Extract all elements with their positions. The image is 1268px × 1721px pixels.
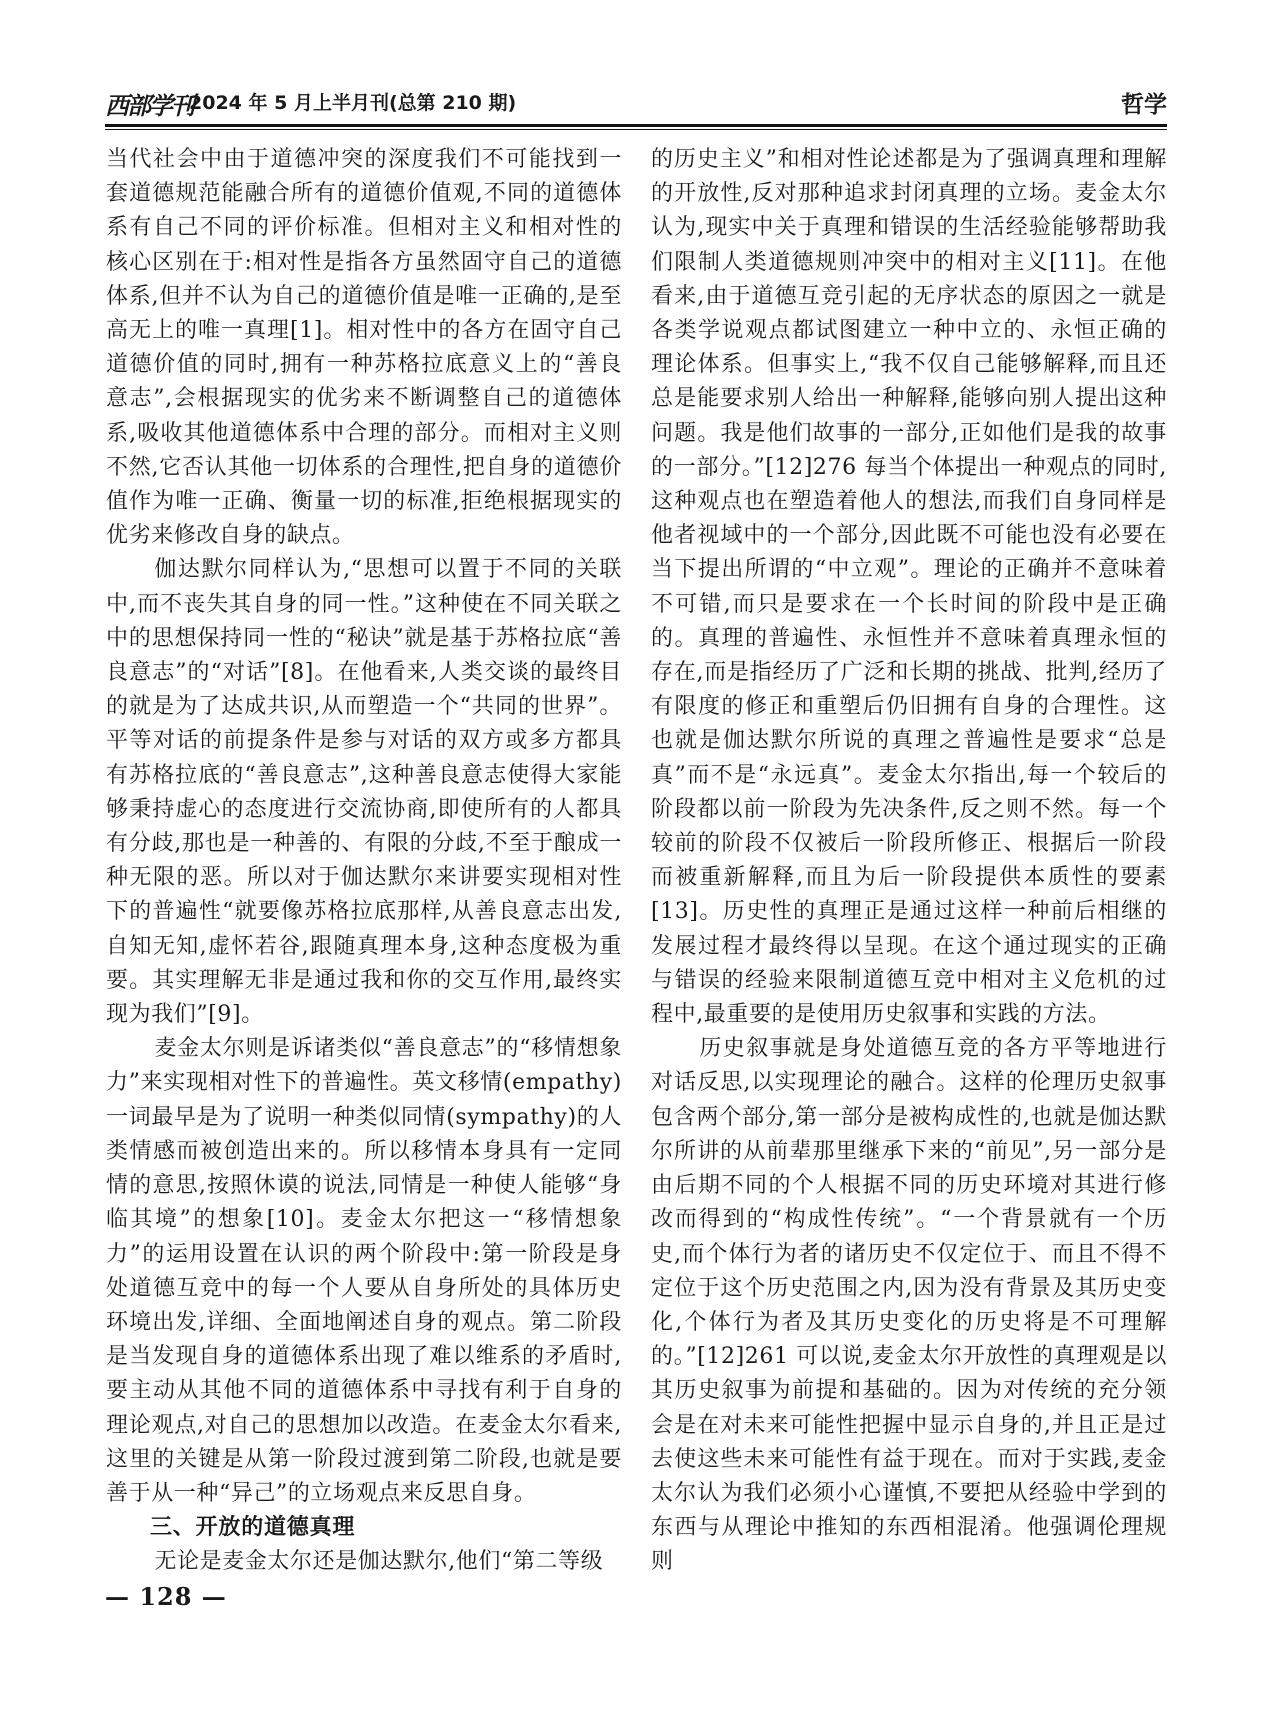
section-heading: 三、开放的道德真理 [150,1515,356,1541]
journal-logo: 西部学刊 [105,91,193,120]
header-rule-thick [105,124,1167,127]
left-paragraph-3: 麦金太尔则是诉诸类似“善良意志”的“移情想象力”来实现相对性下的普遍性。英文移情(empathy)一词最早是为了说明一种类似同情(sympathy)的人类情感而被创造出来的。所以移情本身具有一定同情的意思,按照休谟的说法,同情是一种使人能够“身临其境”的想象[10]。麦金太尔把这一“移情想象力”的运用设置在认识的两个阶段中:第一阶段是身处道德互竞中的每一个人要从自身所处的具体历史环境出发,详细、全面地阐述自身的观点。第二阶段是当发现自身的道德体系出现了难以维系的矛盾时,要主动从其他不同的道德体系中寻找有利于自身的理论观点,对自己的思想加以改造。在麦金太尔看来,这里的关键是从第一阶段过渡到第二阶段,也就是要善于从一种“异己”的立场观点来反思自身。 [106,1036,622,1506]
page-number: — 128 — [105,1582,227,1611]
left-paragraph-1: 当代社会中由于道德冲突的深度我们不可能找到一套道德规范能融合所有的道德价值观,不同的道德体系有自己不同的评价标准。但相对主义和相对性的核心区别在于:相对性是指各方虽然固守自己的道德体系,但并不认为自己的道德价值是唯一正确的,是至高无上的唯一真理[1]。相对性中的各方在固守自己道德价值的同时,拥有一种苏格拉底意义上的“善良意志”,会根据现实的优劣来不断调整自己的道德体系,吸收其他道德体系中合理的部分。而相对主义则不然,它否认其他一切体系的合理性,把自身的道德价值作为唯一正确、衡量一切的标准,拒绝根据现实的优劣来修改自身的缺点。 [106,147,622,549]
right-column [651,143,1167,1580]
left-paragraph-4: 无论是麦金太尔还是伽达默尔,他们“第二等级 [154,1549,604,1575]
header-rule-thin [105,129,1167,130]
right-paragraph-2: 历史叙事就是身处道德互竞的各方平等地进行对话反思,以实现理论的融合。这样的伦理历史叙事包含两个部分,第一部分是被构成性的,也就是伽达默尔所讲的从前辈那里继承下来的“前见”,另一部分是由后期不同的个人根据不同的历史环境对其进行修改而得到的“构成性传统”。“一个背景就有一个历史,而个体行为者的诸历史不仅定位于、而且不得不定位于这个历史范围之内,因为没有背景及其历史变化,个体行为者及其历史变化的历史将是不可理解的。”[12]261 可以说,麦金太尔开放性的真理观是以其历史叙事为前提和基础的。因为对传统的充分领会是在对未来可能性把握中显示自身的,并且正是过去使这些未来可能性有益于现在。而对于实践,麦金太尔认为我们必须小心谨慎,不要把从经验中学到的东西与从理论中推知的东西相混淆。他强调伦理规则 [651,1036,1167,1575]
left-paragraph-2: 伽达默尔同样认为,“思想可以置于不同的关联中,而不丧失其自身的同一性。”这种使在不同关联之中的思想保持同一性的“秘诀”就是基于苏格拉底“善良意志”的“对话”[8]。在他看来,人类交谈的最终目的就是为了达成共识,从而塑造一个“共同的世界”。平等对话的前提条件是参与对话的双方或多方都具有苏格拉底的“善良意志”,这种善良意志使得大家能够秉持虚心的态度进行交流协商,即使所有的人都具有分歧,那也是一种善的、有限的分歧,不至于酿成一种无限的恶。所以对于伽达默尔来讲要实现相对性下的普遍性“就要像苏格拉底那样,从善良意志出发,自知无知,虚怀若谷,跟随真理本身,这种态度极为重要。其实理解无非是通过我和你的交互作用,最终实现为我们”[9]。 [106,557,622,1028]
section-label: 哲学 [1121,92,1167,118]
right-paragraph-1: 的历史主义”和相对性论述都是为了强调真理和理解的开放性,反对那种追求封闭真理的立场。麦金太尔认为,现实中关于真理和错误的生活经验能够帮助我们限制人类道德规则冲突中的相对主义[11]。在他看来,由于道德互竞引起的无序状态的原因之一就是各类学说观点都试图建立一种中立的、永恒正确的理论体系。但事实上,“我不仅自己能够解释,而且还总是能要求别人给出一种解释,能够向别人提出这种问题。我是他们故事的一部分,正如他们是我的故事的一部分。”[12]276 每当个体提出一种观点的同时,这种观点也在塑造着他人的想法,而我们自身同样是他者视域中的一个部分,因此既不可能也没有必要在当下提出所谓的“中立观”。理论的正确并不意味着不可错,而只是要求在一个长时间的阶段中是正确的。真理的普遍性、永恒性并不意味着真理永恒的存在,而是指经历了广泛和长期的挑战、批判,经历了有限度的修正和重塑后仍旧拥有自身的合理性。这也就是伽达默尔所说的真理之普遍性是要求“总是真”而不是“永远真”。麦金太尔指出,每一个较后的阶段都以前一阶段为先决条件,反之则不然。每一个较前的阶段不仅被后一阶段所修正、根据后一阶段而被重新解释,而且为后一阶段提供本质性的要素[13]。历史性的真理正是通过这样一种前后相继的发展过程才最终得以呈现。在这个通过现实的正确与错误的经验来限制道德互竞中相对主义危机的过程中,最重要的是使用历史叙事和实践的方法。 [651,147,1167,1028]
issue-info: 2024 年 5 月上半月刊(总第 210 期) [189,92,517,114]
left-column [106,143,622,1580]
page-header [105,86,1167,122]
